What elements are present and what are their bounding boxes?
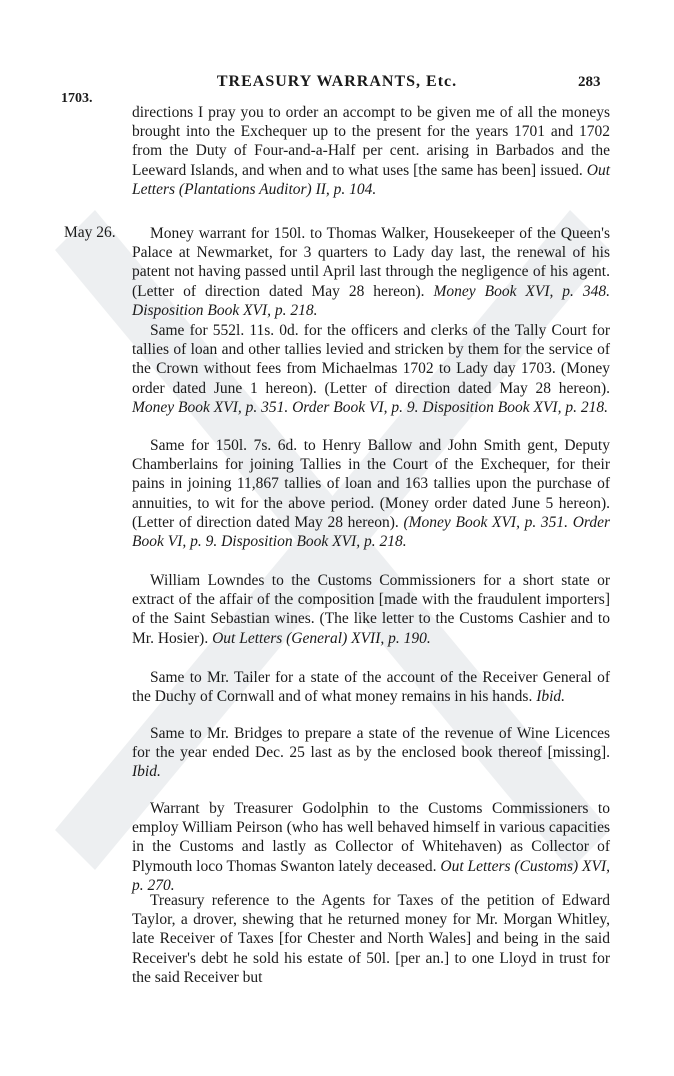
entry-refs: Money Book XVI, p. 351. Order Book VI, p. 9. Disposition Book XVI, p. 218. <box>132 398 608 416</box>
entry-text: Treasury reference to the Agents for Taxes of the petition of Edward Taylor, a drover, shewing that he returned money for Mr. Morgan Whitley, late Receiver of Taxes [for Chester and North Wales] and being in the said Receiver's debt he sold his estate of 50l. [per an.] to one Lloyd in trust for the said Receiver but <box>132 892 610 986</box>
entry-refs: Out Letters (Plantations Auditor) II, p. 104. <box>132 161 610 198</box>
entry-paragraph <box>132 436 610 551</box>
entry-paragraph <box>132 668 610 706</box>
entry-refs: Out Letters (General) XVII, p. 190. <box>212 629 431 647</box>
entry-paragraph <box>132 571 610 648</box>
entry-text: Same for 150l. 7s. 6d. to Henry Ballow and John Smith gent, Deputy Chamberlains for joining Tallies in the Court of the Exchequer, for their pains in joining 11,867 tallies of loan and 163 tallies upon the purchase of annuities, to wit for the above period. (Money order dated June 5 hereon). (Letter of direction dated May 28 hereon). <box>132 437 610 531</box>
entry-paragraph <box>132 321 610 417</box>
entry-text: Warrant by Treasurer Godolphin to the Customs Commissioners to employ William Peirson (who has well behaved himself in various capacities in the Customs and lastly as Collector of Whitehaven) as Collector of Plymouth loco Thomas Swanton lately deceased. <box>132 800 610 875</box>
entry-refs: (Money Book XVI, p. 351. Order Book VI, p. 9. Disposition Book XVI, p. 218. <box>132 513 610 551</box>
entry-paragraph <box>132 799 610 895</box>
entry-refs: Ibid. <box>536 688 566 706</box>
margin-date: May 26. <box>64 224 116 241</box>
entry-paragraph <box>132 891 610 987</box>
margin-year: 1703. <box>61 91 93 106</box>
entry-text: Same for 552l. 11s. 0d. for the officers and clerks of the Tally Court for tallies of loan and other tallies levied and stricken by them for the service of the Crown without fees from Michaelmas 1702 to Lady day 1703. (Money order dated June 1 hereon). (Letter of direction dated May 28 hereon). <box>132 322 610 397</box>
entry-text: Money warrant for 150l. to Thomas Walker, Housekeeper of the Queen's Palace at Newmarket, for 3 quarters to Lady day last, the renewal of his patent not having passed until April last through the negligence of his agent. (Letter of direction dated May 28 hereon). <box>132 225 610 300</box>
running-title: TREASURY WARRANTS, Etc. <box>216 73 458 90</box>
entry-text: Same to Mr. Tailer for a state of the account of the Receiver General of the Duchy of Cornwall and of what money remains in his hands. <box>132 669 610 706</box>
entry-refs: Ibid. <box>132 763 161 781</box>
entry-refs: Out Letters (Customs) XVI, p. 270. <box>132 857 611 894</box>
page-number: 283 <box>578 74 601 90</box>
entry-paragraph <box>132 103 610 199</box>
entry-refs: Money Book XVI, p. 348. Disposition Book XVI, p. 218. <box>132 282 611 319</box>
entry-text: directions I pray you to order an accompt to be given me of all the moneys brought into the Exchequer up to the present for the years 1701 and 1702 from the Duty of Four-and-a-Half per cent. arising in Barbados and the Leeward Islands, and when and to what uses [the same has been] issued. <box>132 104 610 179</box>
entry-text: William Lowndes to the Customs Commissioners for a short state or extract of the affair of the composition [made with the fraudulent importers] of the Saint Sebastian wines. (The like letter to the Customs Cashier and to Mr. Hosier). <box>132 572 610 647</box>
entry-text: Same to Mr. Bridges to prepare a state of the revenue of Wine Licences for the year ended Dec. 25 last as by the enclosed book thereof [missing]. <box>132 725 610 762</box>
entry-paragraph <box>132 724 610 782</box>
entry-paragraph <box>132 224 610 320</box>
